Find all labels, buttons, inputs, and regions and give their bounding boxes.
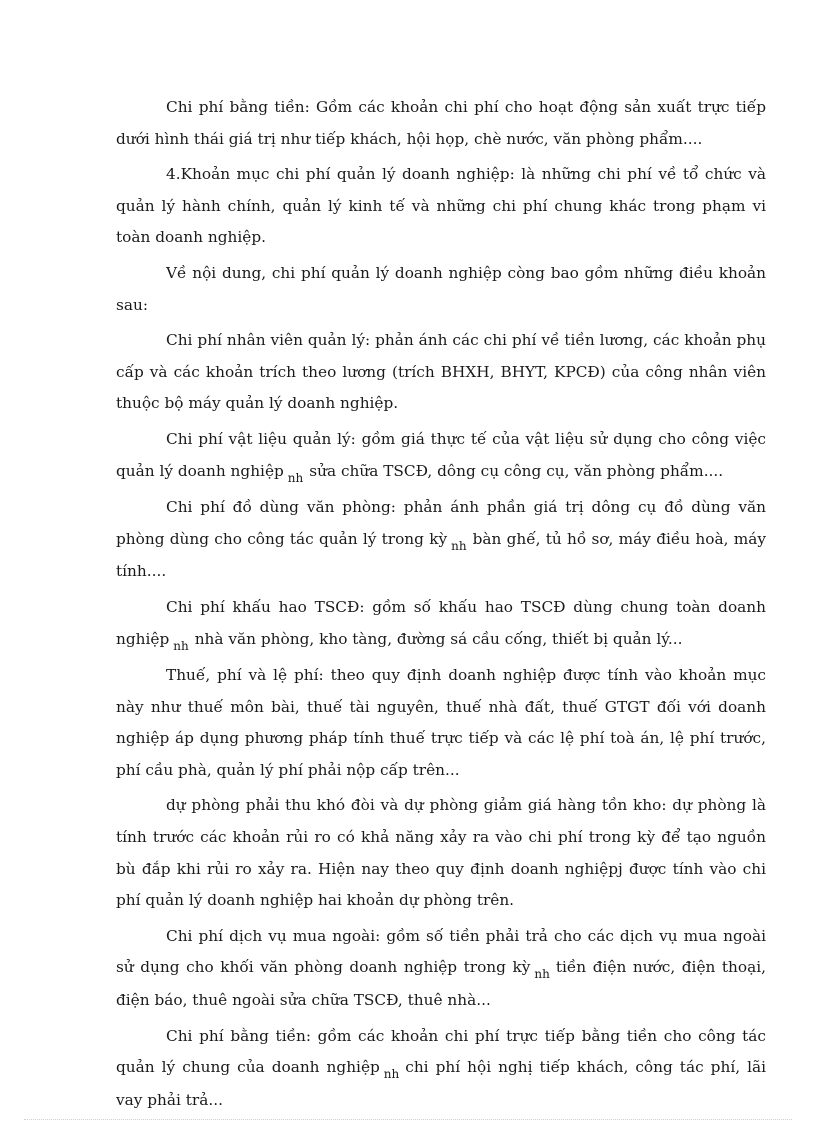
- paragraph: [116, 921, 766, 1017]
- subscript-note: nh: [173, 638, 189, 653]
- paragraph-text: Chi phí vật liệu quản lý: gồm giá thực tế của vật liệu sử dụng cho công việc quản lý doanh nghiệp: [116, 429, 766, 480]
- paragraph: [116, 1021, 766, 1117]
- subscript-note: nh: [287, 470, 304, 485]
- paragraph-text: Chi phí khấu hao TSCĐ: gồm số khấu hao TSCĐ dùng chung toàn doanh nghiệp: [116, 597, 766, 648]
- subscript-note: nh: [383, 1067, 400, 1082]
- subscript-note: nh: [451, 538, 467, 553]
- paragraph: 4.Khoản mục chi phí quản lý doanh nghiệp: là những chi phí về tổ chức và quản lý hành chính, quản lý kinh tế và những chi phí chung khác trong phạm vi toàn doanh nghiệp.: [116, 165, 766, 247]
- paragraph-text: nhà văn phòng, kho tàng, đường sá cầu cống, thiết bị quản lý...: [194, 629, 683, 648]
- paragraph-text: chi phí hội nghị tiếp khách, công tác phí, lãi vay phải trả...: [116, 1058, 766, 1109]
- subscript-note: nh: [534, 967, 550, 982]
- paragraph: Chi phí bằng tiền: Gồm các khoản chi phí cho hoạt động sản xuất trực tiếp dưới hình thái giá trị như tiếp khách, hội họp, chè nước, văn phòng phẩm....: [116, 98, 766, 148]
- paragraph: [116, 592, 766, 656]
- paragraph-text: Chi phí bằng tiền: gồm các khoản chi phí trực tiếp bằng tiền cho công tác quản lý chung của doanh nghiệp: [116, 1026, 766, 1077]
- paragraph-text: bàn ghế, tủ hồ sơ, máy điều hoà, máy tính....: [116, 529, 766, 581]
- paragraph: Chi phí nhân viên quản lý: phản ánh các chi phí về tiền lương, các khoản phụ cấp và các khoản trích theo lương (trích BHXH, BHYT, KPCĐ) của công nhân viên thuộc bộ máy quản lý doanh nghiệp.: [116, 331, 766, 413]
- paragraph: Về nội dung, chi phí quản lý doanh nghiệp còng bao gồm những điều khoản sau:: [116, 263, 766, 314]
- paragraph-text: sửa chữa TSCĐ, dông cụ công cụ, văn phòng phẩm....: [309, 461, 724, 480]
- paragraph-text: Chi phí dịch vụ mua ngoài: gồm số tiền phải trả cho các dịch vụ mua ngoài sử dụng cho khối văn phòng doanh nghiệp trong kỳ: [116, 926, 766, 977]
- document-page: [116, 92, 766, 1120]
- paragraph: dự phòng phải thu khó đòi và dự phòng giảm giá hàng tồn kho: dự phòng là tính trước các khoản rủi ro có khả năng xảy ra vào chi phí trong kỳ để tạo nguồn bù đắp khi rủi ro xảy ra. Hiện nay theo quy định doanh nghiệpj được tính vào chi phí quản lý doanh nghiệp hai khoản dự phòng trên.: [116, 796, 766, 910]
- paragraph: [116, 492, 766, 588]
- paragraph-text: tiền điện nước, điện thoại, điện báo, thuê ngoài sửa chữa TSCĐ, thuê nhà...: [116, 958, 766, 1010]
- paragraph: Thuế, phí và lệ phí: theo quy định doanh nghiệp được tính vào khoản mục này như thuế môn bài, thuế tài nguyên, thuế nhà đất, thuế GTGT đối với doanh nghiệp áp dụng phương pháp tính thuế trực tiếp và các lệ phí toà án, lệ phí trước, phí cầu phà, quản lý phí phải nộp cấp trên...: [116, 666, 766, 779]
- page-bottom-divider: [24, 1119, 792, 1120]
- paragraph: [116, 424, 766, 488]
- paragraph-text: Chi phí đồ dùng văn phòng: phản ánh phần giá trị dông cụ đồ dùng văn phòng dùng cho công tác quản lý trong kỳ: [116, 498, 766, 548]
